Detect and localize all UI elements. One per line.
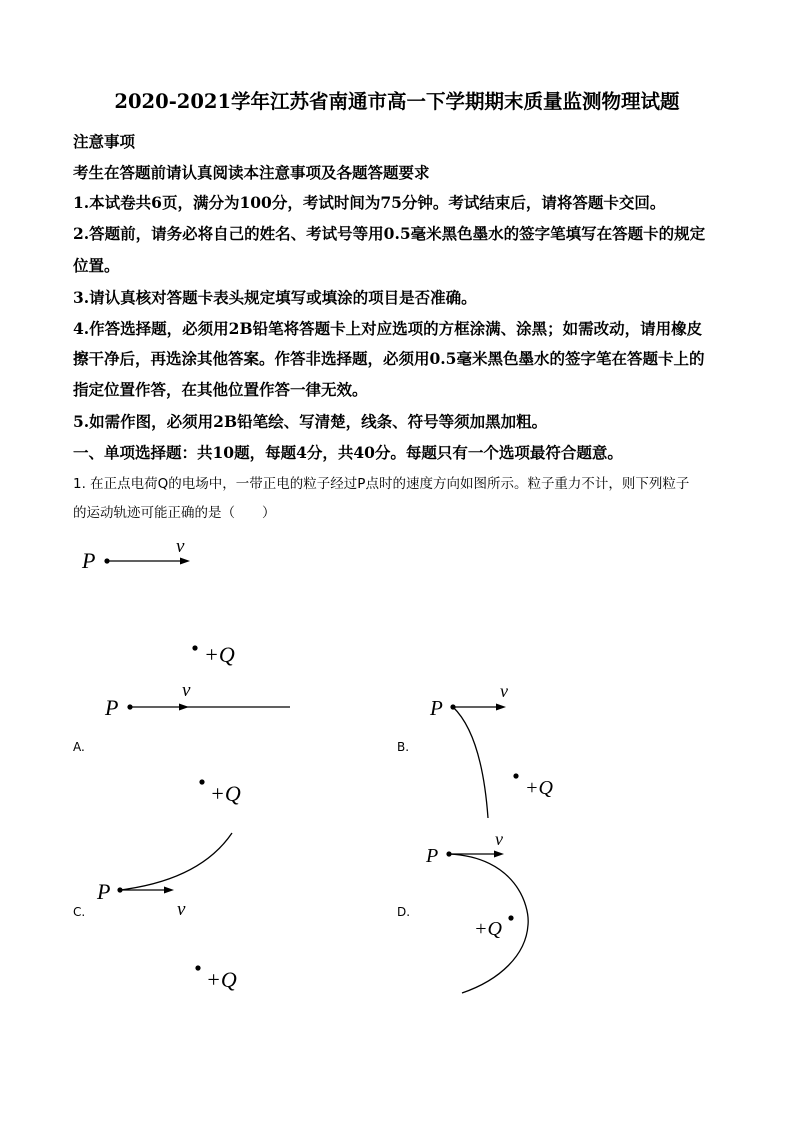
option-a-label: A.: [73, 740, 85, 754]
label-v: v: [495, 829, 503, 849]
arrowhead: [494, 851, 504, 858]
label-q: +Q: [525, 777, 553, 799]
option-d-label: D.: [397, 905, 411, 919]
exam-title: 2020-2021学年江苏省南通市高一下学期期末质量监测物理试题: [114, 90, 680, 113]
notice-heading: 注意事项: [73, 132, 136, 151]
label-p: P: [97, 879, 111, 904]
label-p: P: [105, 695, 119, 720]
notice-item-2-cont: 位置。: [73, 256, 120, 275]
arrowhead: [164, 887, 174, 894]
charge-q: [192, 645, 197, 650]
notice-item-4-cont2: 指定位置作答，在其他位置作答一律无效。: [73, 380, 368, 399]
notice-item-1: 1.本试卷共6页，满分为100分，考试时间为75分钟。考试结束后，请将答题卡交回。: [73, 193, 666, 212]
option-c-figure: [95, 765, 255, 995]
label-q: +Q: [204, 642, 235, 667]
notice-intro: 考生在答题前请认真阅读本注意事项及各题答题要求: [73, 163, 430, 182]
arrowhead: [496, 704, 506, 711]
notice-item-4: 4.作答选择题，必须用2B铅笔将答题卡上对应选项的方框涂满、涂黑；如需改动，请用橡皮: [73, 319, 703, 338]
label-v: v: [177, 899, 186, 920]
charge-q-upper: [199, 779, 204, 784]
charge-q-lower: [195, 965, 200, 970]
option-d-figure: [420, 825, 570, 1000]
option-c-label: C.: [73, 905, 86, 919]
label-q: +Q: [210, 781, 241, 806]
label-p: P: [82, 548, 96, 573]
arrowhead: [180, 558, 190, 565]
notice-item-2: 2.答题前，请务必将自己的姓名、考试号等用0.5毫米黑色墨水的签字笔填写在答题卡的规定: [73, 224, 706, 243]
label-v: v: [182, 680, 191, 701]
charge-q: [513, 773, 518, 778]
option-a-figure: [95, 630, 305, 730]
question-1-line-1: 1. 在正点电荷Q的电场中，一带正电的粒子经过P点时的速度方向如图所示。粒子重力不计，则下列粒子: [73, 476, 690, 492]
charge-q: [508, 915, 513, 920]
question-1-figure: [70, 530, 210, 580]
trajectory: [120, 833, 232, 890]
label-v: v: [176, 536, 185, 557]
label-q: +Q: [474, 918, 502, 940]
label-v: v: [500, 681, 508, 701]
question-1-line-2: 的运动轨迹可能正确的是（ ）: [73, 505, 276, 521]
notice-item-5: 5.如需作图，必须用2B铅笔绘、写清楚，线条、符号等须加黑加粗。: [73, 412, 548, 431]
notice-item-3: 3.请认真核对答题卡表头规定填写或填涂的项目是否准确。: [73, 288, 477, 307]
section-heading: 一、单项选择题：共10题，每题4分，共40分。每题只有一个选项最符合题意。: [73, 443, 623, 462]
label-p: P: [430, 696, 443, 720]
notice-item-4-cont1: 擦干净后，再选涂其他答案。作答非选择题，必须用0.5毫米黑色墨水的签字笔在答题卡上的: [73, 349, 705, 368]
label-p: P: [426, 845, 439, 867]
label-q: +Q: [206, 967, 237, 992]
trajectory: [453, 707, 488, 818]
option-b-label: B.: [397, 740, 410, 754]
arrowhead: [179, 704, 189, 711]
option-b-figure: [420, 675, 570, 820]
